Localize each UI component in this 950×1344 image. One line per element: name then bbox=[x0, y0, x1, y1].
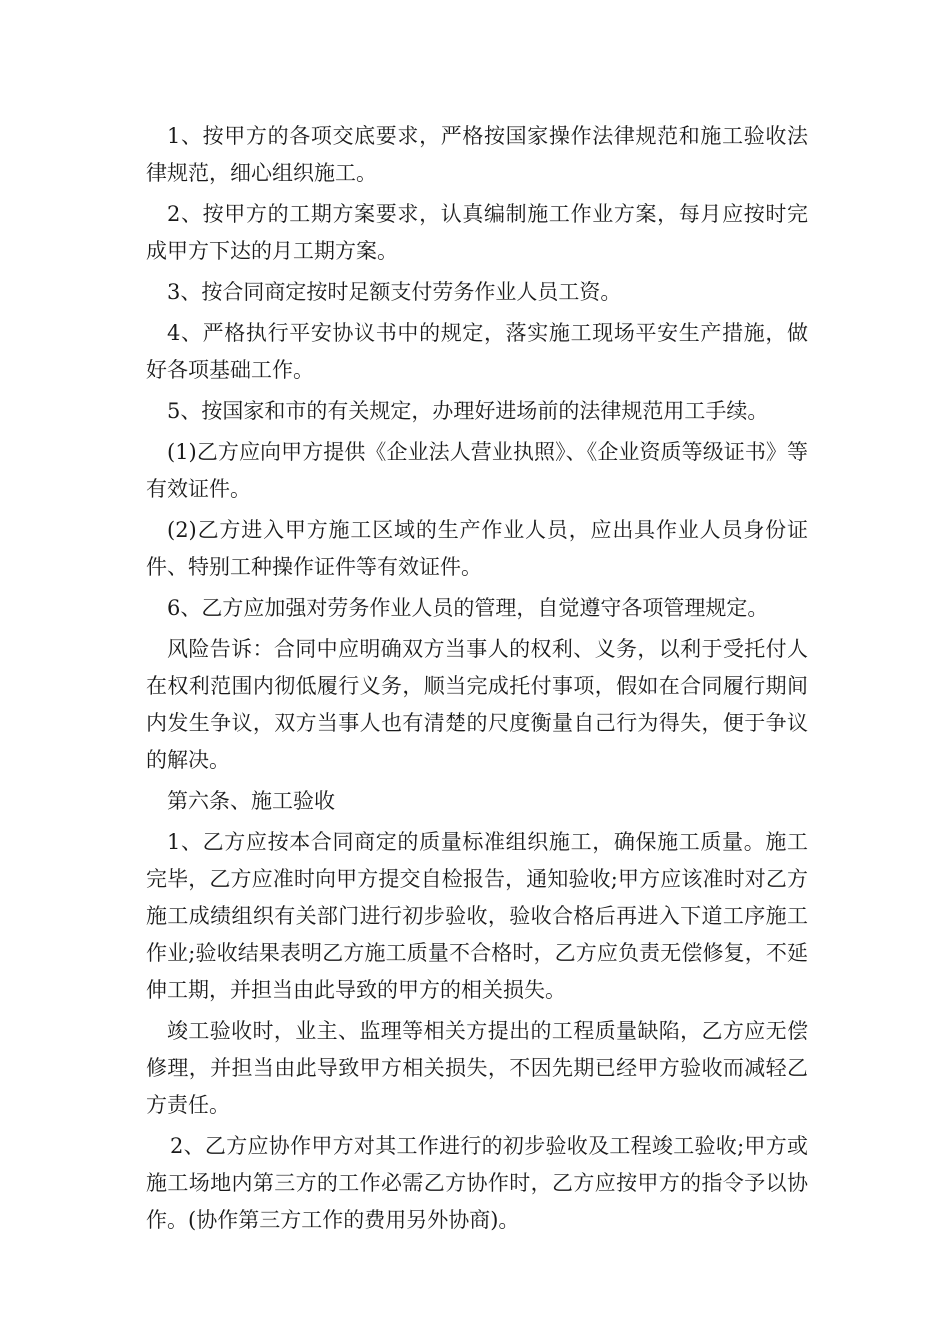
paragraph-acceptance-1: 1、乙方应按本合同商定的质量标准组织施工，确保施工质量。施工完毕，乙方应准时向甲方提交自检报告，通知验收;甲方应该准时对乙方施工成绩组织有关部门进行初步验收，验收合格后再进入下道工序施工作业;验收结果表明乙方施工质量不合格时，乙方应负责无偿修复，不延伸工期，并担当由此导致的甲方的相关损失。 bbox=[146, 830, 808, 1002]
paragraph-item-1: 1、按甲方的各项交底要求，严格按国家操作法律规范和施工验收法律规范，细心组织施工。 bbox=[146, 124, 808, 185]
paragraph-item-3: 3、按合同商定按时足额支付劳务作业人员工资。 bbox=[167, 280, 622, 304]
paragraph-item-6: 6、乙方应加强对劳务作业人员的管理，自觉遵守各项管理规定。 bbox=[167, 596, 769, 620]
paragraph-item-5: 5、按国家和市的有关规定，办理好进场前的法律规范用工手续。 bbox=[167, 399, 769, 423]
document-body bbox=[146, 118, 808, 1243]
section-heading-article-6: 第六条、施工验收 bbox=[167, 789, 335, 813]
paragraph-acceptance-2: 2、乙方应协作甲方对其工作进行的初步验收及工程竣工验收;甲方或施工场地内第三方的工作必需乙方协作时，乙方应按甲方的指令予以协作。(协作第三方工作的费用另外协商)。 bbox=[146, 1134, 808, 1232]
paragraph-subitem-2: (2)乙方进入甲方施工区域的生产作业人员，应出具作业人员身份证件、特别工种操作证件等有效证件。 bbox=[146, 518, 808, 579]
paragraph-completion-acceptance: 竣工验收时，业主、监理等相关方提出的工程质量缺陷，乙方应无偿修理，并担当由此导致甲方相关损失，不因先期已经甲方验收而减轻乙方责任。 bbox=[146, 1019, 808, 1117]
paragraph-subitem-1: (1)乙方应向甲方提供《企业法人营业执照》、《企业资质等级证书》等有效证件。 bbox=[146, 440, 808, 501]
risk-notice-paragraph: 风险告诉：合同中应明确双方当事人的权利、义务，以利于受托付人在权利范围内彻低履行义务，顺当完成托付事项，假如在合同履行期间内发生争议，双方当事人也有清楚的尺度衡量自己行为得失，便于争议的解决。 bbox=[146, 637, 808, 772]
paragraph-item-4: 4、严格执行平安协议书中的规定，落实施工现场平安生产措施，做好各项基础工作。 bbox=[146, 321, 808, 382]
paragraph-item-2: 2、按甲方的工期方案要求，认真编制施工作业方案，每月应按时完成甲方下达的月工期方案。 bbox=[146, 202, 808, 263]
